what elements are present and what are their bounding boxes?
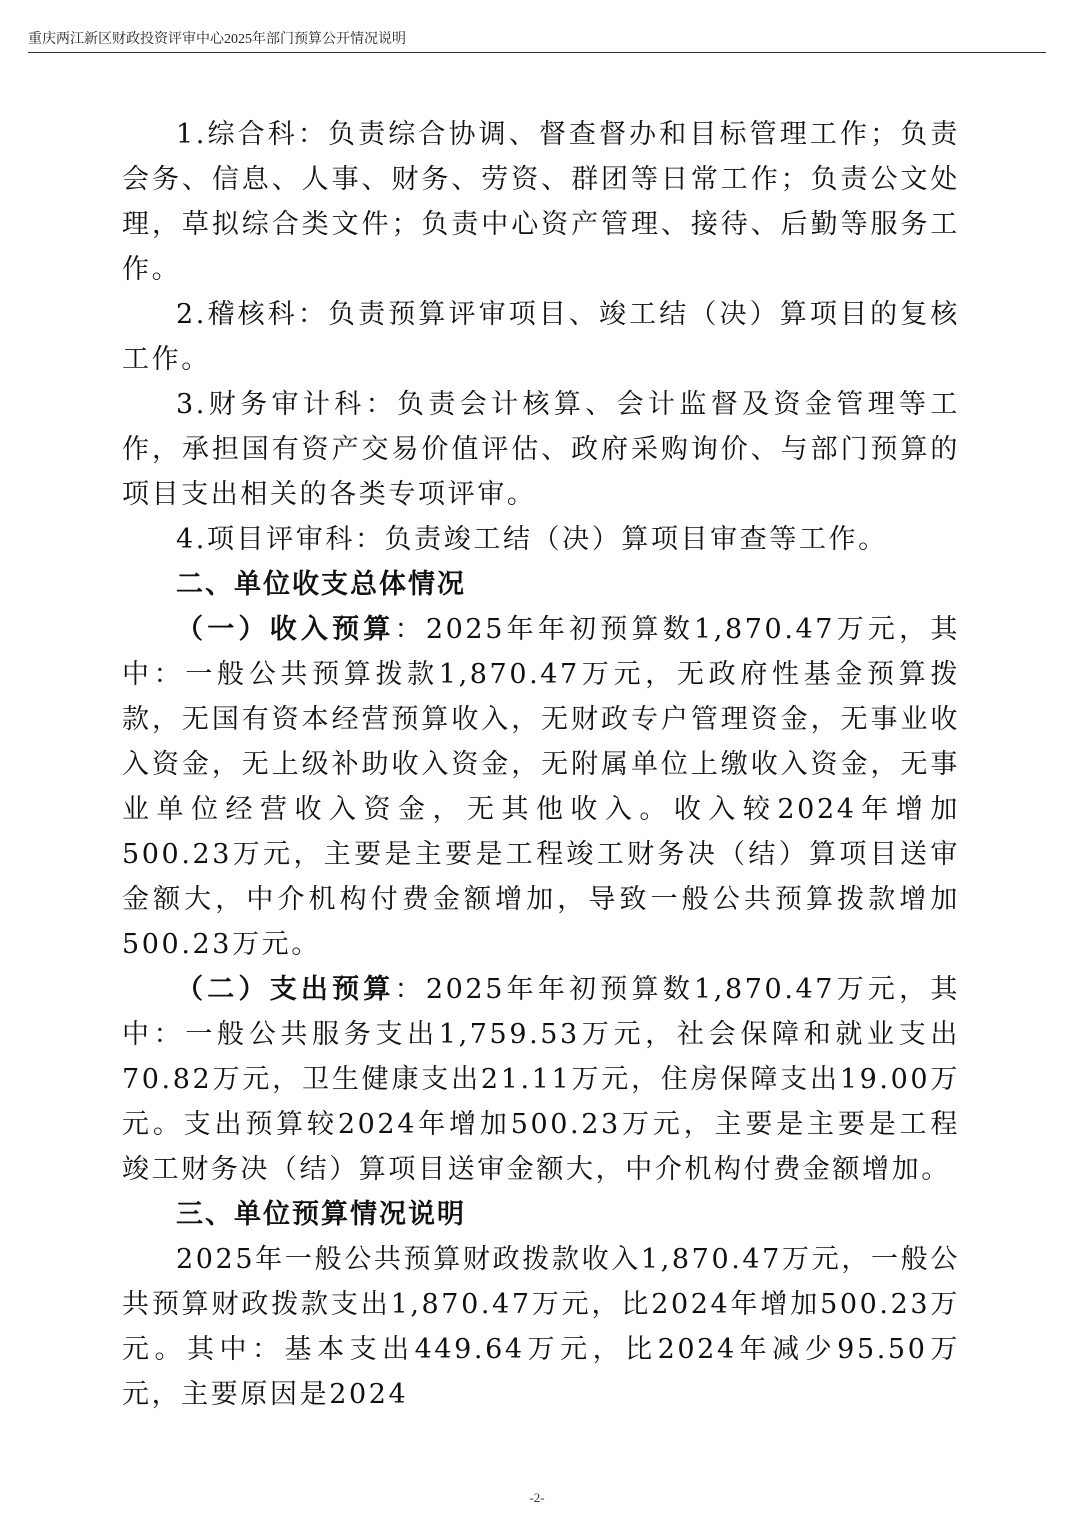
section-heading-income-expenditure: 二、单位收支总体情况 <box>176 569 466 600</box>
paragraph-budget-explanation: 2025年一般公共预算财政拨款收入1,870.47万元，一般公共预算财政拨款支出1,870.47万元，比2024年增加500.23万元。其中：基本支出449.64万元，比2024年减少95.50万元，主要原因是2024 <box>122 1244 960 1410</box>
page-number: -2- <box>529 1490 545 1505</box>
paragraph-audit-review-office: 2.稽核科：负责预算评审项目、竣工结（决）算项目的复核工作。 <box>122 299 960 375</box>
paragraph-general-office: 1.综合科：负责综合协调、督查督办和目标管理工作；负责会务、信息、人事、财务、劳资、群团等日常工作；负责公文处理，草拟综合类文件；负责中心资产管理、接待、后勤等服务工作。 <box>122 119 960 285</box>
income-budget-lead: （一）收入预算 <box>176 614 395 645</box>
document-body <box>122 112 960 1417</box>
paragraph-finance-audit-office: 3.财务审计科：负责会计核算、会计监督及资金管理等工作，承担国有资产交易价值评估、政府采购询价、与部门预算的项目支出相关的各类专项评审。 <box>122 389 960 510</box>
expenditure-budget-lead: （二）支出预算 <box>176 974 395 1005</box>
paragraph-project-review-office: 4.项目评审科：负责竣工结（决）算项目审查等工作。 <box>176 524 888 555</box>
paragraph-expenditure-budget <box>122 967 960 1192</box>
header-divider <box>28 52 1046 53</box>
running-header: 重庆两江新区财政投资评审中心2025年部门预算公开情况说明 <box>28 32 406 47</box>
income-budget-text: ：2025年年初预算数1,870.47万元，其中：一般公共预算拨款1,870.47万元，无政府性基金预算拨款，无国有资本经营预算收入，无财政专户管理资金，无事业收入资金，无上级补助收入资金，无附属单位上缴收入资金，无事业单位经营收入资金，无其他收入。收入较2024年增加500.23万元，主要是主要是工程竣工财务决（结）算项目送审金额大，中介机构付费金额增加，导致一般公共预算拨款增加500.23万元。 <box>122 614 960 960</box>
paragraph-income-budget <box>122 607 960 967</box>
section-heading-budget-explanation: 三、单位预算情况说明 <box>176 1199 466 1230</box>
expenditure-budget-text: ：2025年年初预算数1,870.47万元，其中：一般公共服务支出1,759.53万元，社会保障和就业支出70.82万元，卫生健康支出21.11万元，住房保障支出19.00万元。支出预算较2024年增加500.23万元，主要是主要是工程竣工财务决（结）算项目送审金额大，中介机构付费金额增加。 <box>122 974 960 1185</box>
